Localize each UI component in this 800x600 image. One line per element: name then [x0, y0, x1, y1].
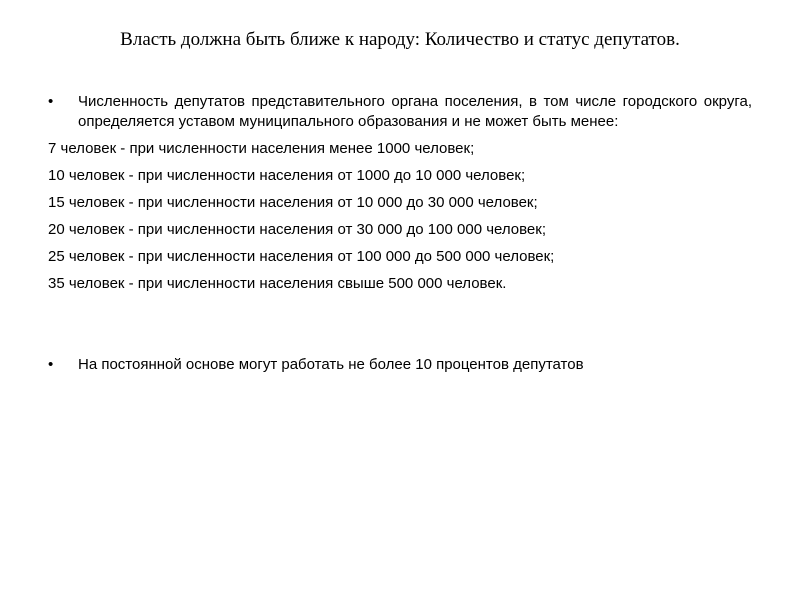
bullet-mark-icon: •	[48, 93, 54, 110]
deputy-count-row: 7 человек - при численности населения менее 1000 человек;	[48, 140, 475, 157]
deputy-count-list	[48, 139, 752, 301]
bullet-permanent-basis	[48, 355, 752, 375]
bullet-intro	[48, 92, 752, 132]
deputy-count-row: 25 человек - при численности населения от 100 000 до 500 000 человек;	[48, 248, 555, 265]
deputy-count-row: 35 человек - при численности населения свыше 500 000 человек.	[48, 275, 507, 292]
deputy-count-row: 15 человек - при численности населения от 10 000 до 30 000 человек;	[48, 194, 538, 211]
bullet-intro-text: Численность депутатов представительного органа поселения, в том числе городского округа, определяется уставом муниципального образования и не может быть менее:	[78, 93, 752, 130]
slide-body	[48, 92, 752, 375]
bullet-mark-icon: •	[48, 356, 54, 373]
deputy-count-row: 10 человек - при численности населения от 1000 до 10 000 человек;	[48, 167, 526, 184]
slide-title: Власть должна быть ближе к народу: Количество и статус депутатов.	[120, 29, 680, 50]
deputy-count-row: 20 человек - при численности населения от 30 000 до 100 000 человек;	[48, 221, 546, 238]
bullet-permanent-basis-text: На постоянной основе могут работать не более 10 процентов депутатов	[78, 356, 584, 373]
